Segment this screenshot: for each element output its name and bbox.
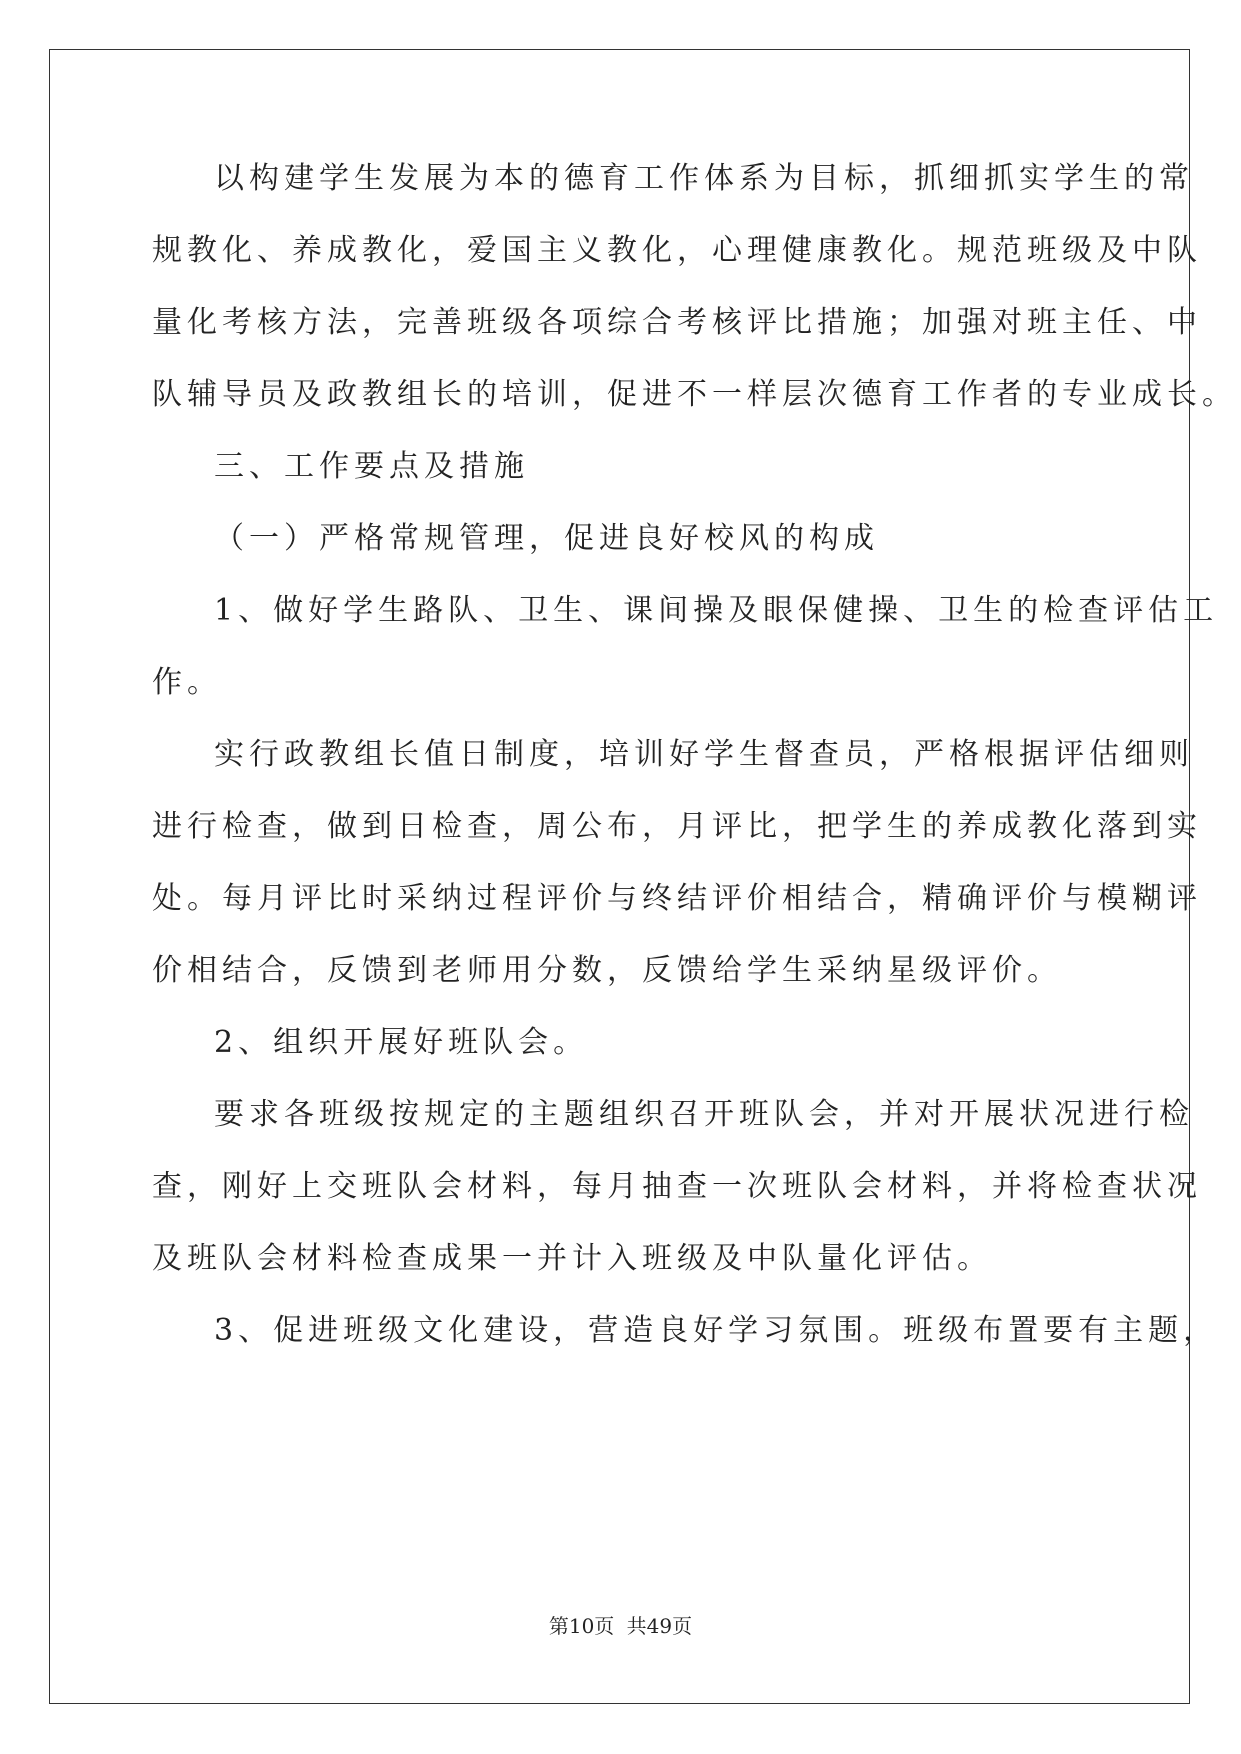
paragraph-line: 规教化、养成教化，爱国主义教化，心理健康教化。规范班级及中队	[152, 233, 1202, 268]
total-pages: 共49页	[626, 1614, 693, 1638]
paragraph-line: 实行政教组长值日制度，培训好学生督查员，严格根据评估细则	[214, 737, 1194, 772]
paragraph-line: 1、做好学生路队、卫生、课间操及眼保健操、卫生的检查评估工	[214, 593, 1219, 628]
section-heading: 三、工作要点及措施	[214, 449, 529, 484]
page-frame	[49, 49, 1190, 1704]
paragraph-line: 进行检查，做到日检查，周公布，月评比，把学生的养成教化落到实	[152, 809, 1202, 844]
paragraph-line: 查，刚好上交班队会材料，每月抽查一次班队会材料，并将检查状况	[152, 1169, 1202, 1204]
paragraph-line: 及班队会材料检查成果一并计入班级及中队量化评估。	[152, 1241, 992, 1276]
paragraph-line: 2、组织开展好班队会。	[214, 1025, 589, 1060]
subsection-heading: （一）严格常规管理，促进良好校风的构成	[214, 521, 879, 556]
page-footer	[0, 1610, 1241, 1639]
paragraph-line: 作。	[152, 665, 222, 700]
paragraph-line: 以构建学生发展为本的德育工作体系为目标，抓细抓实学生的常	[214, 161, 1194, 196]
page-number: 第10页	[548, 1614, 615, 1638]
paragraph-line: 队辅导员及政教组长的培训，促进不一样层次德育工作者的专业成长。	[152, 377, 1237, 412]
paragraph-line: 量化考核方法，完善班级各项综合考核评比措施；加强对班主任、中	[152, 305, 1202, 340]
paragraph-line: 要求各班级按规定的主题组织召开班队会，并对开展状况进行检	[214, 1097, 1194, 1132]
paragraph-line: 价相结合，反馈到老师用分数，反馈给学生采纳星级评价。	[152, 953, 1062, 988]
paragraph-line: 处。每月评比时采纳过程评价与终结评价相结合，精确评价与模糊评	[152, 881, 1202, 916]
paragraph-line: 3、促进班级文化建设，营造良好学习氛围。班级布置要有主题，	[214, 1313, 1219, 1348]
